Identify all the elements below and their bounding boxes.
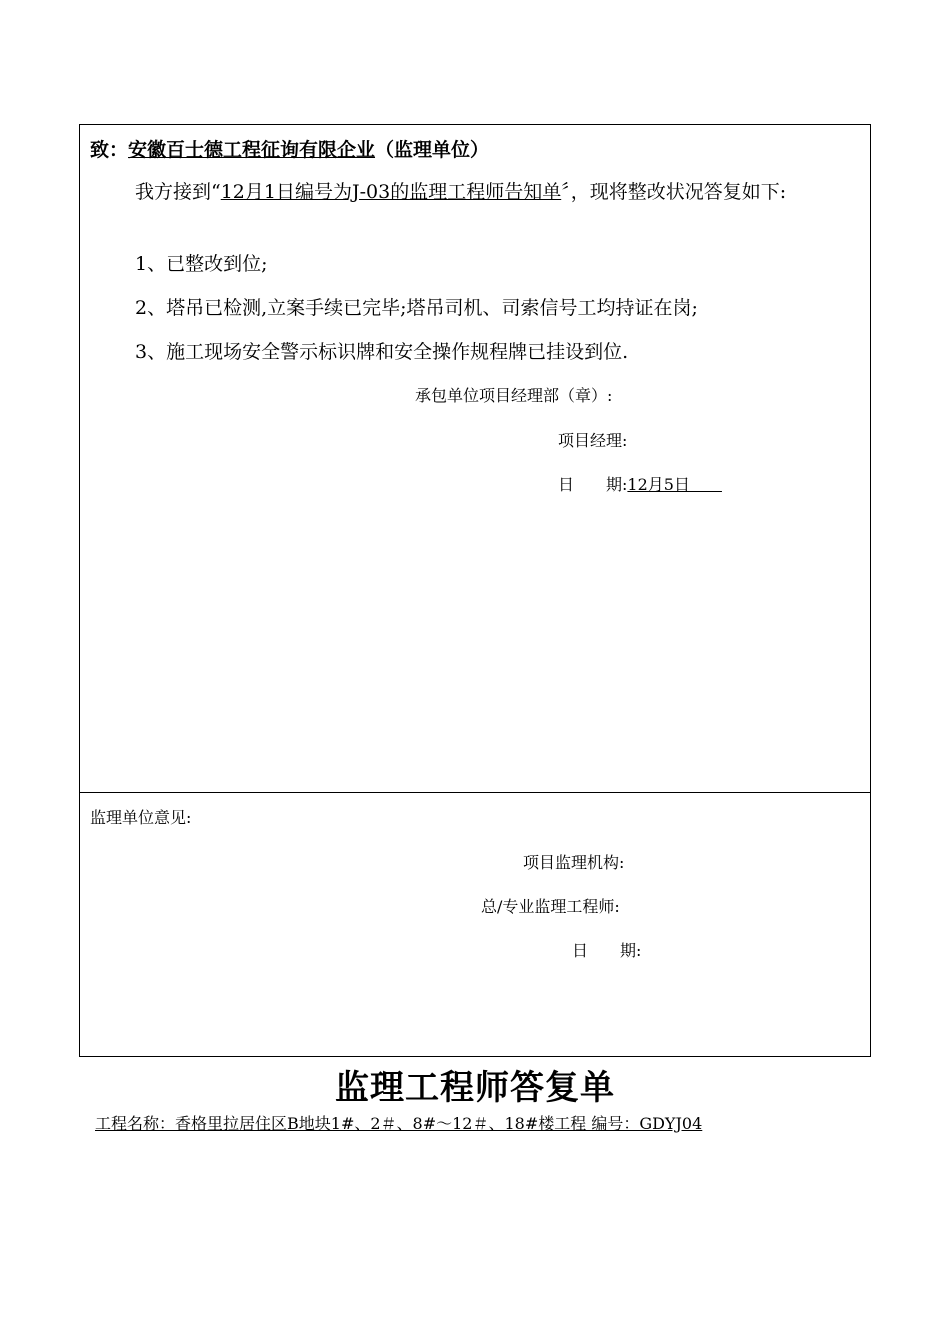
engineer-label: 总/专业监理工程师:: [481, 897, 620, 916]
reply-form: [79, 124, 871, 1057]
addressee-suffix: （监理单位）: [375, 139, 490, 161]
contractor-label: 承包单位项目经理部（章）:: [415, 386, 613, 405]
section-divider: [80, 792, 870, 793]
rectification-item-2: 2、塔吊已检测,立案手续已完毕;塔吊司机、司索信号工均持证在岗;: [135, 297, 698, 319]
addressee-company: 安徽百士德工程征询有限企业: [128, 139, 376, 161]
project-info-line: 工程名称：香格里拉居住区B地块1#、2＃、8#～12＃、18#楼工程 编号：GDYJ04: [95, 1114, 703, 1133]
supervision-opinion-label: 监理单位意见:: [90, 808, 192, 827]
addressee-line: [90, 135, 489, 162]
date-value: 12月5日: [627, 475, 722, 494]
intro-pre: 我方接到“: [135, 181, 221, 203]
supervision-date-label: 日 期:: [572, 941, 642, 960]
document-title: 监理工程师答复单: [335, 1068, 615, 1108]
addressee-prefix: 致：: [90, 139, 129, 161]
intro-post: 〞，现将整改状况答复如下:: [561, 181, 787, 203]
project-manager-label: 项目经理:: [558, 431, 628, 450]
intro-paragraph: [90, 179, 862, 205]
supervision-org-label: 项目监理机构:: [523, 853, 625, 872]
date-label: 日 期:: [558, 475, 628, 494]
notice-reference: 12月1日编号为J-03的监理工程师告知单: [220, 181, 562, 203]
rectification-item-1: 1、已整改到位;: [135, 253, 268, 275]
date-line: [558, 472, 722, 495]
rectification-item-3: 3、施工现场安全警示标识牌和安全操作规程牌已挂设到位.: [135, 341, 629, 363]
